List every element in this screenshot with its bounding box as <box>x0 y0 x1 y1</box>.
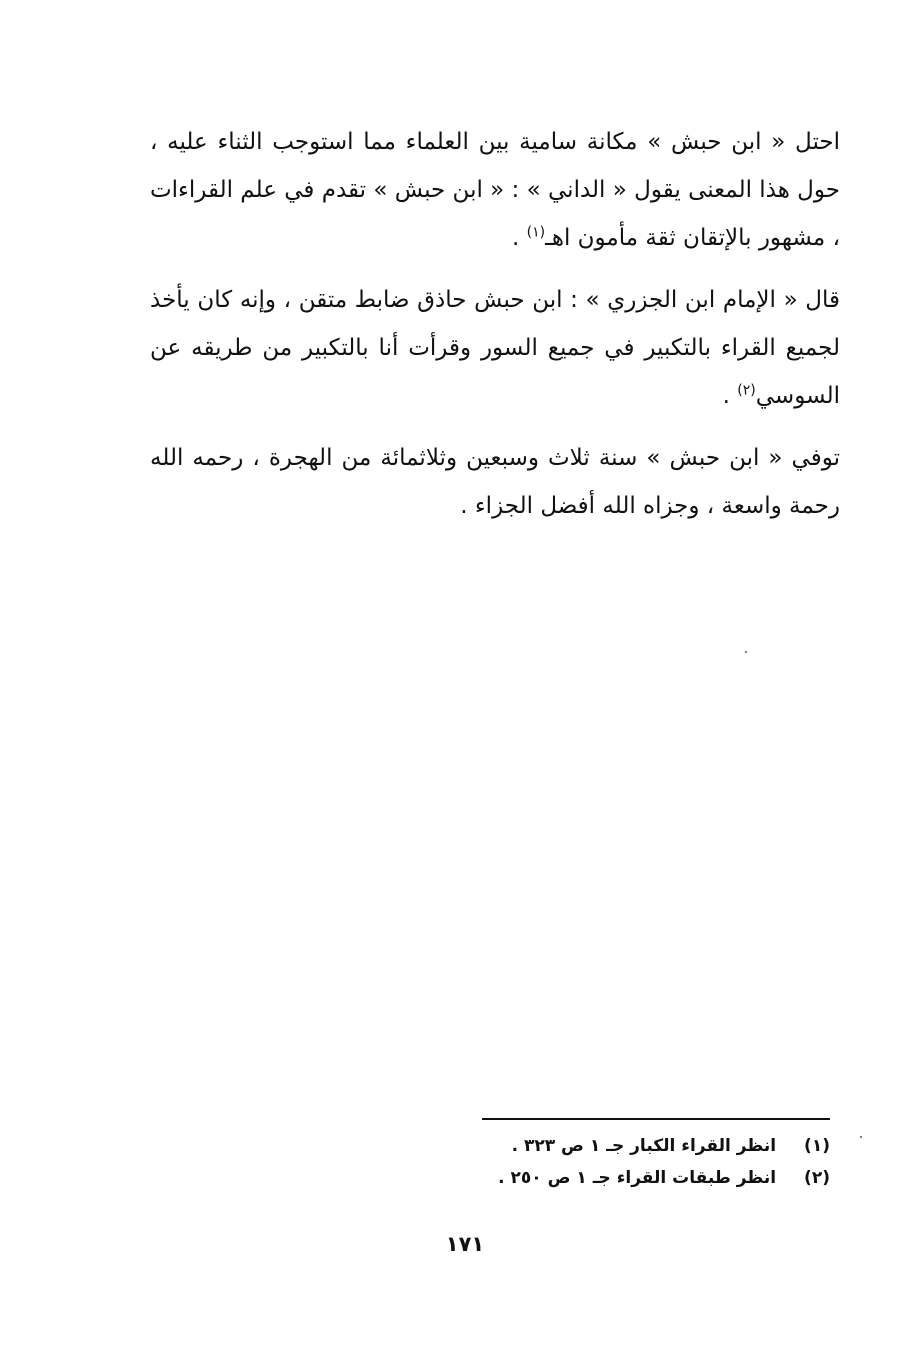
footnote-1-text: انظر القراء الكبار جـ ١ ص ٣٢٣ . <box>511 1136 777 1156</box>
paragraph-1 <box>150 118 840 262</box>
paragraph-2 <box>150 276 840 420</box>
footnotes <box>420 1130 830 1194</box>
paragraph-2-end: . <box>722 383 738 409</box>
footnote-2-number: (٢) <box>804 1168 830 1188</box>
paragraph-2-text: قال « الإمام ابن الجزري » : ابن حبش حاذق ضابط متقن ، وإنه كان يأخذ لجميع القراء بالتكبير في جميع السور وقرأت أنا بالتكبير من طريقه عن السوسي <box>150 287 840 409</box>
paragraph-3-text: توفي « ابن حبش » سنة ثلاث وسبعين وثلاثمائة من الهجرة ، رحمه الله رحمة واسعة ، وجزاه الله أفضل الجزاء . <box>150 445 840 519</box>
footnote-1-number: (١) <box>804 1136 830 1156</box>
footnote-1 <box>420 1130 830 1162</box>
footnote-2-text: انظر طبقات القراء جـ ١ ص ٢٥٠ . <box>498 1168 777 1188</box>
page-number: ١٧١ <box>445 1232 485 1256</box>
footnote-ref-2: (٢) <box>737 382 756 399</box>
scan-speck <box>745 651 747 653</box>
paragraph-3 <box>150 434 840 530</box>
paragraph-1-end: . <box>511 225 527 251</box>
footnote-ref-1: (١) <box>526 224 546 241</box>
scan-speck <box>860 1136 862 1138</box>
paragraph-1-text: احتل « ابن حبش » مكانة سامية بين العلماء مما استوجب الثناء عليه ، حول هذا المعنى يقول « الداني » : « ابن حبش » تقدم في علم القراءات ، مشهور بالإتقان ثقة مأمون اهـ <box>150 129 840 251</box>
footnote-divider <box>482 1118 830 1120</box>
footnote-2 <box>420 1162 830 1194</box>
body-text <box>150 118 840 544</box>
